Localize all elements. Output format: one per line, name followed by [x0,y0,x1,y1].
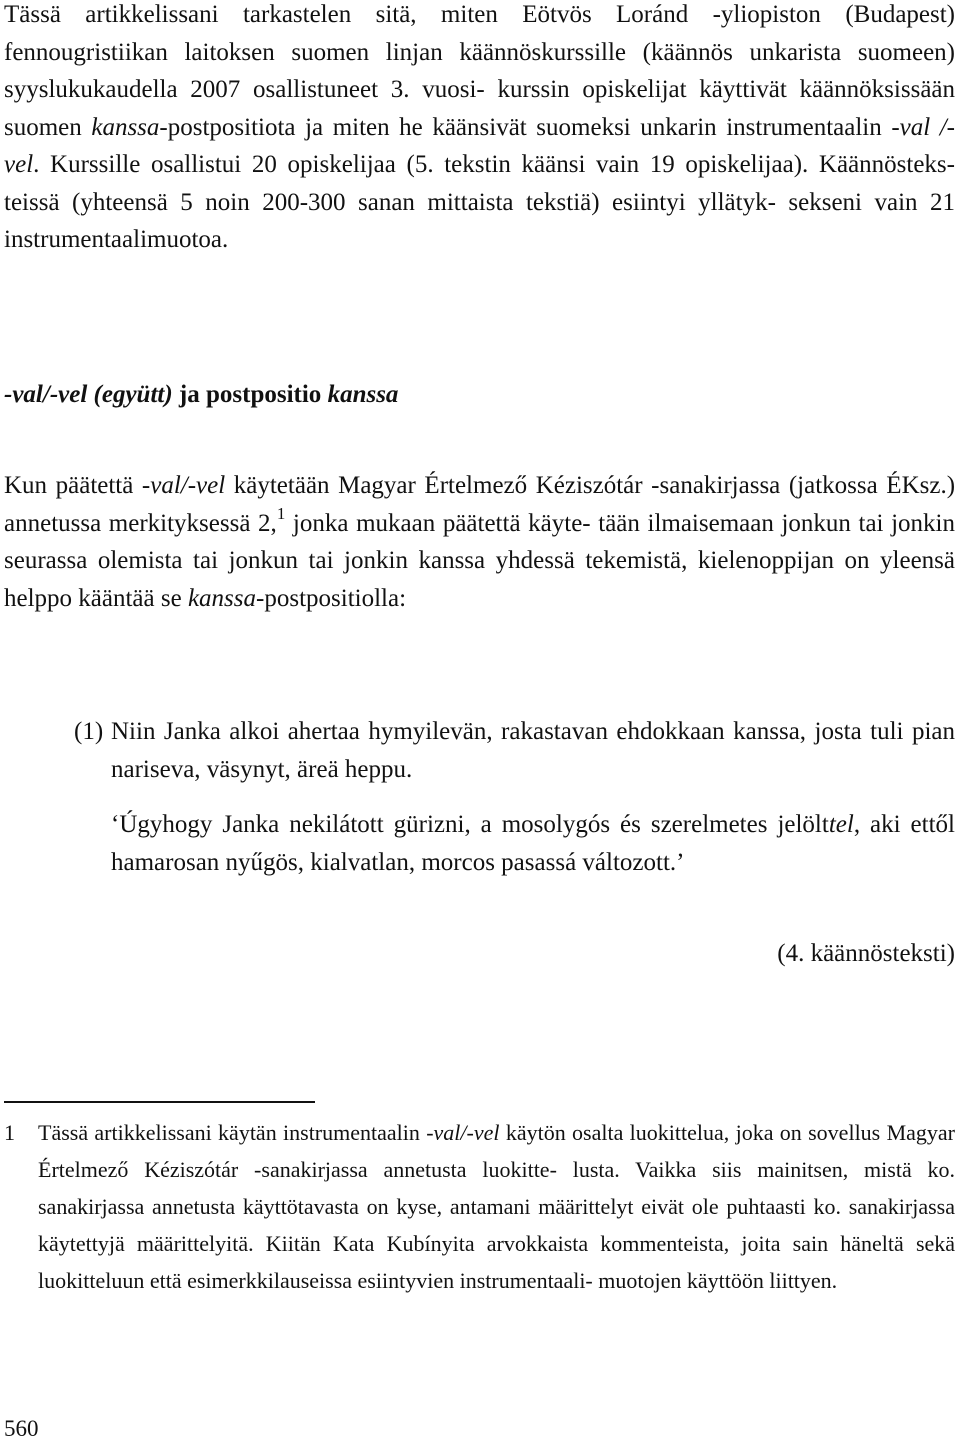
italic-term: kanssa [187,584,257,612]
text-line: muotojen käyttöön liittyen. [598,1268,838,1293]
text-line: lusta. Vaikka siis mainitsen, mistä ko. sanakirjassa annetusta käyttötavasta on [38,1157,956,1219]
body-paragraph [4,467,955,617]
text-line: miten he käänsivät suomeksi unkarin instrumentaalin [332,113,892,141]
page-number: 560 [4,1416,39,1441]
text-line: (jatkossa ÉKsz.) annetussa merkityksessä 2, [4,472,956,537]
heading-italic: kanssa [327,381,399,408]
text-line: käytetään Magyar Értelmező Kéziszótár -sanakirjassa [225,472,781,499]
text-line: -postpositiolla: [256,584,407,612]
text-line: (Budapest) fennougristiikan laitoksen suomen linjan käännöskurssille [4,1,956,66]
footnote-number: 1 [4,1120,15,1145]
text-line: (käännös unkarista suomeen) syyslukukaudella 2007 osallistuneet 3. vuosi- [4,38,956,103]
example-hungarian [111,806,955,882]
text-line: Kun päätettä [4,472,142,499]
text-line: teissä (yhteensä 5 noin 200-300 sanan mittaista tekstiä) esiintyi yllätyk- [4,188,776,216]
text-line: jelölt [777,811,829,838]
intro-paragraph [4,0,955,259]
text-line: kanssa, josta tuli pian nariseva, väsynyt, äreä heppu. [111,718,955,783]
heading-italic: -val/-vel (együtt) [4,381,173,408]
italic-term: -val/-vel [141,472,226,499]
text-line: häneltä sekä luokitteluun että esimerkkilauseissa esiintyvien instrumentaali- [38,1231,956,1293]
text-line: Niin Janka alkoi ahertaa hymyilevän, rakastavan ehdokkaan [111,718,725,745]
text-line: sekseni vain 21 instrumentaalimuotoa. [4,188,955,253]
text-line: kyse, antamani määrittelyt eivät ole puhtaasti ko. sanakirjassa käytettyjä [38,1194,955,1256]
italic-term: kanssa [91,113,160,141]
footnote-reference[interactable]: 1 [276,504,286,524]
text-line: Tässä artikkelissani tarkastelen sitä, miten Eötvös Loránd -yliopiston [4,1,821,28]
text-line: kurssin opiskelijat käyttivät käännöksissään suomen [4,76,956,141]
example-number: (1) [74,718,104,745]
text-line: määrittelyitä. Kiitän Kata Kubínyita arvokkaista kommenteista, joita sain [136,1231,829,1256]
footnote-divider [4,1101,315,1103]
italic-term: -val/-vel [426,1120,500,1145]
example-source: (4. käännösteksti) [777,940,955,967]
text-line: käytön osalta luokittelua, [499,1120,730,1145]
text-line: . Kurssille [33,151,141,178]
example-finnish [111,713,955,789]
italic-term: -val /-vel [4,113,956,178]
text-line: Tässä artikkelissani käytän instrumentaalin [38,1120,427,1145]
section-heading [4,376,398,413]
text-line: joka on sovellus Magyar Értelmező Kéziszótár -sanakirjassa annetusta luokitte- [38,1120,955,1182]
text-line: jonka mukaan päätettä käyte- [285,509,591,537]
heading-text: ja postpositio [172,381,328,408]
italic-term: tel [828,811,854,838]
text-line: változott.’ [582,849,685,876]
text-line: tään ilmaisemaan jonkun tai jonkin seurassa olemista tai jonkun tai jonkin [4,509,955,574]
text-line: , aki ettől hamarosan nyűgös, kialvatlan, morcos pasassá [111,811,955,876]
text-line: kanssa yhdessä tekemistä, kielenoppijan on yleensä helppo kääntää se [4,547,955,612]
footnote-text [38,1114,955,1299]
text-line: osallistui 20 opiskelijaa (5. tekstin käänsi vain 19 opiskelijaa). Käännösteks- [150,151,955,178]
text-line: -postpositiota ja [159,113,324,141]
text-line: ‘Úgyhogy Janka nekilátott gürizni, a mosolygós és szerelmetes [111,811,768,838]
